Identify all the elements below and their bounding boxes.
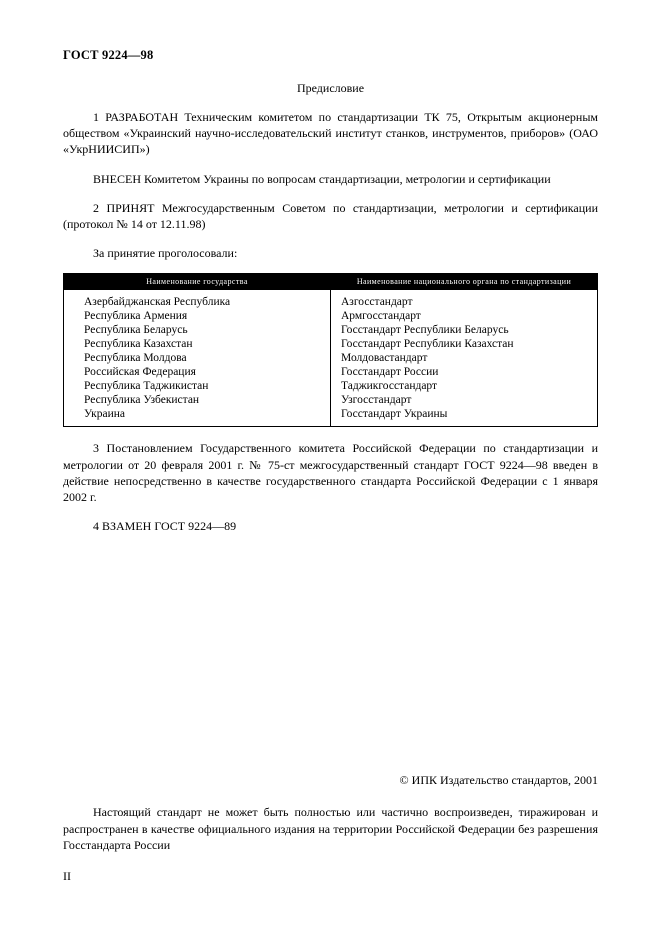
table-header-row [64, 274, 598, 290]
paragraph-postanovlenie: 3 Постановлением Государственного комитета Российской Федерации по стандартизации и метрологии от 20 февраля 2001 г. № 75-ст межгосударственный стандарт ГОСТ 9224—98 введен в действие непосредственно в качестве государственного стандарта Российской Федерации с 1 января 2002 г. [63, 441, 598, 504]
table-row [64, 323, 598, 337]
table-header-country: Наименование государства [64, 274, 331, 290]
cell-body: Азгосстандарт [331, 290, 598, 310]
paragraph-vnesen: ВНЕСЕН Комитетом Украины по вопросам стандартизации, метрологии и сертификации [93, 171, 551, 186]
cell-body: Армгосстандарт [331, 309, 598, 323]
cell-body: Госстандарт Республики Казахстан [331, 337, 598, 351]
voting-table [63, 273, 598, 427]
disclaimer-paragraph: Настоящий стандарт не может быть полностью или частично воспроизведен, тиражирован и распространен в качестве официального издания на территории Российской Федерации без разрешения Госстандарта России [63, 805, 598, 852]
table-row [64, 365, 598, 379]
table-header-body: Наименование национального органа по стандартизации [331, 274, 598, 290]
paragraph-vote-intro: За принятие проголосовали: [93, 246, 238, 261]
cell-country: Азербайджанская Республика [84, 296, 231, 309]
table-row [64, 379, 598, 393]
cell-country: Республика Узбекистан [84, 394, 200, 407]
page-title: Предисловие [296, 81, 365, 95]
cell-body: Молдовастандарт [331, 351, 598, 365]
cell-body: Госстандарт Украины [331, 407, 598, 427]
doc-code: ГОСТ 9224—98 [63, 48, 154, 62]
table-row [64, 407, 598, 427]
page-number: II [63, 869, 71, 883]
table-row [64, 351, 598, 365]
cell-country: Республика Казахстан [84, 338, 193, 351]
cell-country: Республика Беларусь [84, 324, 188, 337]
cell-body: Узгосстандарт [331, 393, 598, 407]
table-row [64, 290, 598, 310]
table-row [64, 337, 598, 351]
cell-country: Российская Федерация [84, 366, 196, 379]
cell-body: Госстандарт России [331, 365, 598, 379]
cell-country: Украина [84, 408, 125, 421]
table-row [64, 309, 598, 323]
cell-country: Республика Армения [84, 310, 188, 323]
cell-body: Таджикгосстандарт [331, 379, 598, 393]
page-footer [63, 773, 598, 884]
cell-country: Республика Таджикистан [84, 380, 209, 393]
cell-body: Госстандарт Республики Беларусь [331, 323, 598, 337]
cell-country: Республика Молдова [84, 352, 187, 365]
table-row [64, 393, 598, 407]
copyright-line: © ИПК Издательство стандартов, 2001 [399, 773, 598, 788]
paragraph-razrabotan: 1 РАЗРАБОТАН Техническим комитетом по стандартизации ТК 75, Открытым акционерным обществом «Украинский научно-исследовательский институт станков, инструментов, приборов» (ОАО «УкрНИИСИП») [63, 110, 598, 157]
paragraph-vzamen: 4 ВЗАМЕН ГОСТ 9224—89 [93, 519, 237, 534]
paragraph-prinyat: 2 ПРИНЯТ Межгосударственным Советом по стандартизации, метрологии и сертификации (протокол № 14 от 12.11.98) [63, 200, 598, 231]
